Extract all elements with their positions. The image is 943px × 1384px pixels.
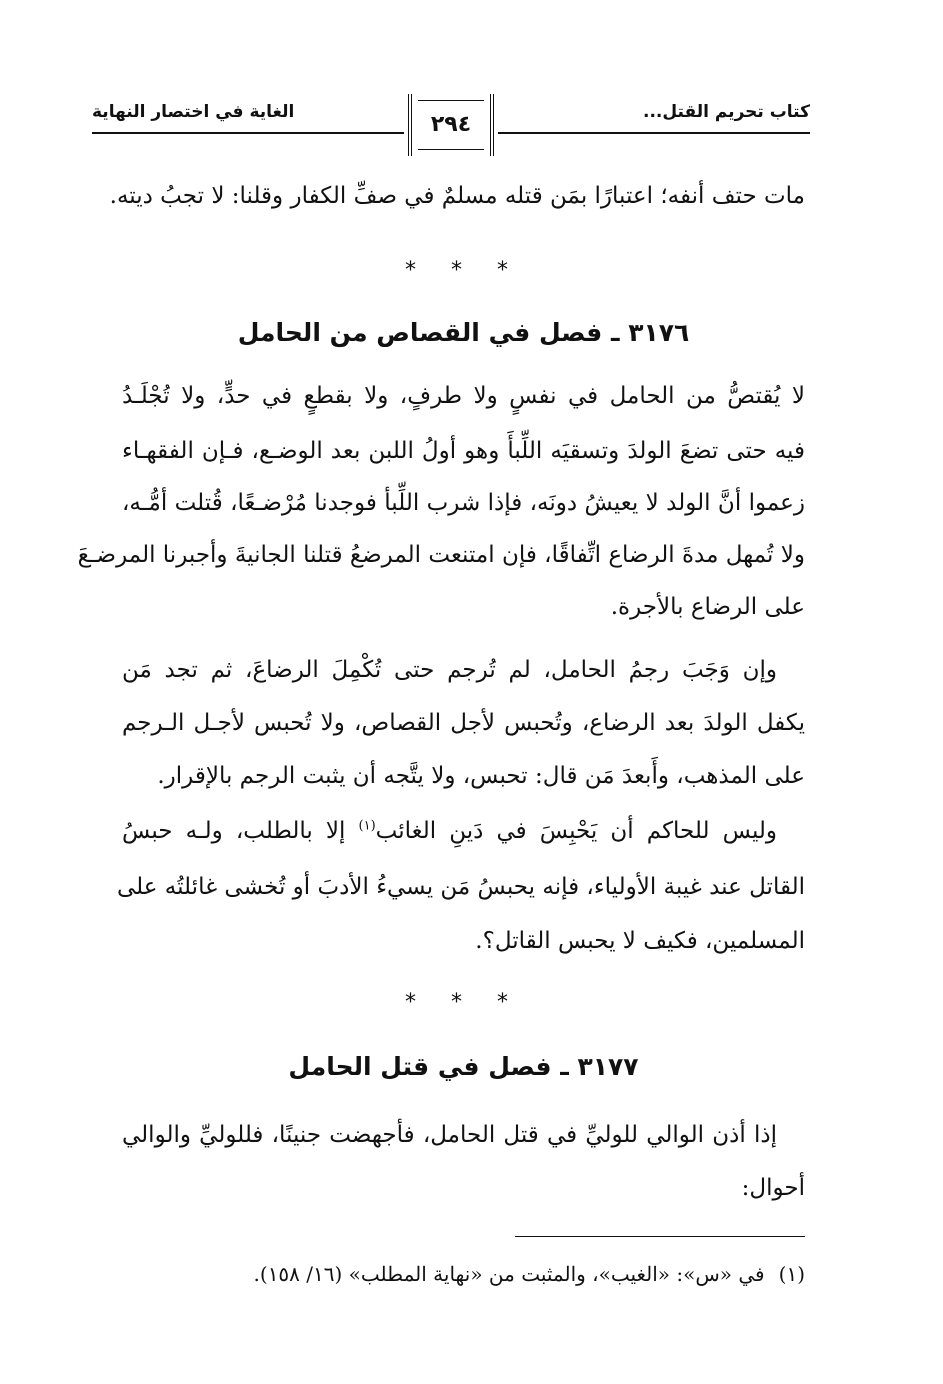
- header-rule-left: [92, 132, 404, 134]
- page-number: ٢٩٤: [430, 112, 472, 137]
- section-heading-3176: ٣١٧٦ ـ فصل في القصاص من الحامل: [237, 318, 690, 347]
- paragraph-line: وإن وَجَبَ رجمُ الحامل، لم تُرجم حتى تُكْمِلَ الرضاعَ، ثم تجد مَن: [122, 657, 777, 683]
- footnote-separator: [515, 1236, 805, 1237]
- paragraph-line: زعموا أنَّ الولد لا يعيشُ دونَه، فإذا شرب اللِّبأ فوجدنا مُرْضـعًا، قُتلت أمُّـه،: [122, 490, 805, 516]
- paragraph-line: أحوال:: [741, 1175, 805, 1201]
- paragraph-line: يكفل الولدَ بعد الرضاع، وتُحبس لأجل القصاص، ولا تُحبس لأجـل الـرجم: [122, 710, 805, 736]
- paragraph-line: لا يُقتصُّ من الحامل في نفسٍ ولا طرفٍ، ولا بقطعٍ في حدٍّ، ولا تُجْلَـدُ: [122, 383, 805, 409]
- paragraph-line: فيه حتى تضعَ الولدَ وتسقيَه اللِّبأَ وهو أولُ اللبن بعد الوضـع، فـإن الفقهـاء: [122, 438, 805, 464]
- header-rule-right: [498, 132, 810, 134]
- running-header: [92, 94, 810, 158]
- page-number-frame: [408, 94, 494, 156]
- section-separator: * * *: [405, 258, 522, 283]
- paragraph-line: القاتل عند غيبة الأولياء، فإنه يحبسُ مَن يسيءُ الأدبَ أو تُخشى غائلتُه على: [116, 874, 805, 900]
- line-segment: إلا بالطلب، ولـه حبسُ: [122, 818, 359, 844]
- paragraph-line: على المذهب، وأَبعدَ مَن قال: تحبس، ولا يتَّجه أن يثبت الرجم بالإقرار.: [157, 763, 805, 789]
- footnote-number: (١): [778, 1262, 805, 1286]
- line-segment: وليس للحاكم أن يَحْبِسَ في دَينِ الغائب: [375, 818, 778, 844]
- work-title: الغاية في اختصار النهاية: [92, 102, 295, 122]
- footnote-text: في «س»: «الغيب»، والمثبت من «نهاية المطلب» (١٦/ ١٥٨).: [253, 1262, 765, 1286]
- paragraph-line: إذا أذن الوالي للوليِّ في قتل الحامل، فأجهضت جنينًا، فللوليِّ والوالي: [122, 1122, 777, 1148]
- continuation-line: مات حتف أنفه؛ اعتبارًا بمَن قتله مسلمٌ في صفِّ الكفار وقلنا: لا تجبُ ديته.: [109, 183, 805, 209]
- section-heading-3177: ٣١٧٧ ـ فصل في قتل الحامل: [288, 1052, 639, 1081]
- section-separator: * * *: [405, 990, 522, 1015]
- paragraph-line: المسلمين، فكيف لا يحبس القاتل؟.: [475, 928, 805, 954]
- paragraph-line: ولا تُمهل مدةَ الرضاع اتِّفاقًا، فإن امتنعت المرضعُ قتلنا الجانيةَ وأجبرنا المرضـعَ: [77, 542, 805, 568]
- footnote: [254, 1262, 805, 1286]
- book-title: كتاب تحريم القتل...: [643, 102, 810, 122]
- paragraph-line: على الرضاع بالأجرة.: [610, 594, 805, 620]
- footnote-reference: (١): [358, 818, 376, 834]
- paragraph-line: [122, 818, 777, 844]
